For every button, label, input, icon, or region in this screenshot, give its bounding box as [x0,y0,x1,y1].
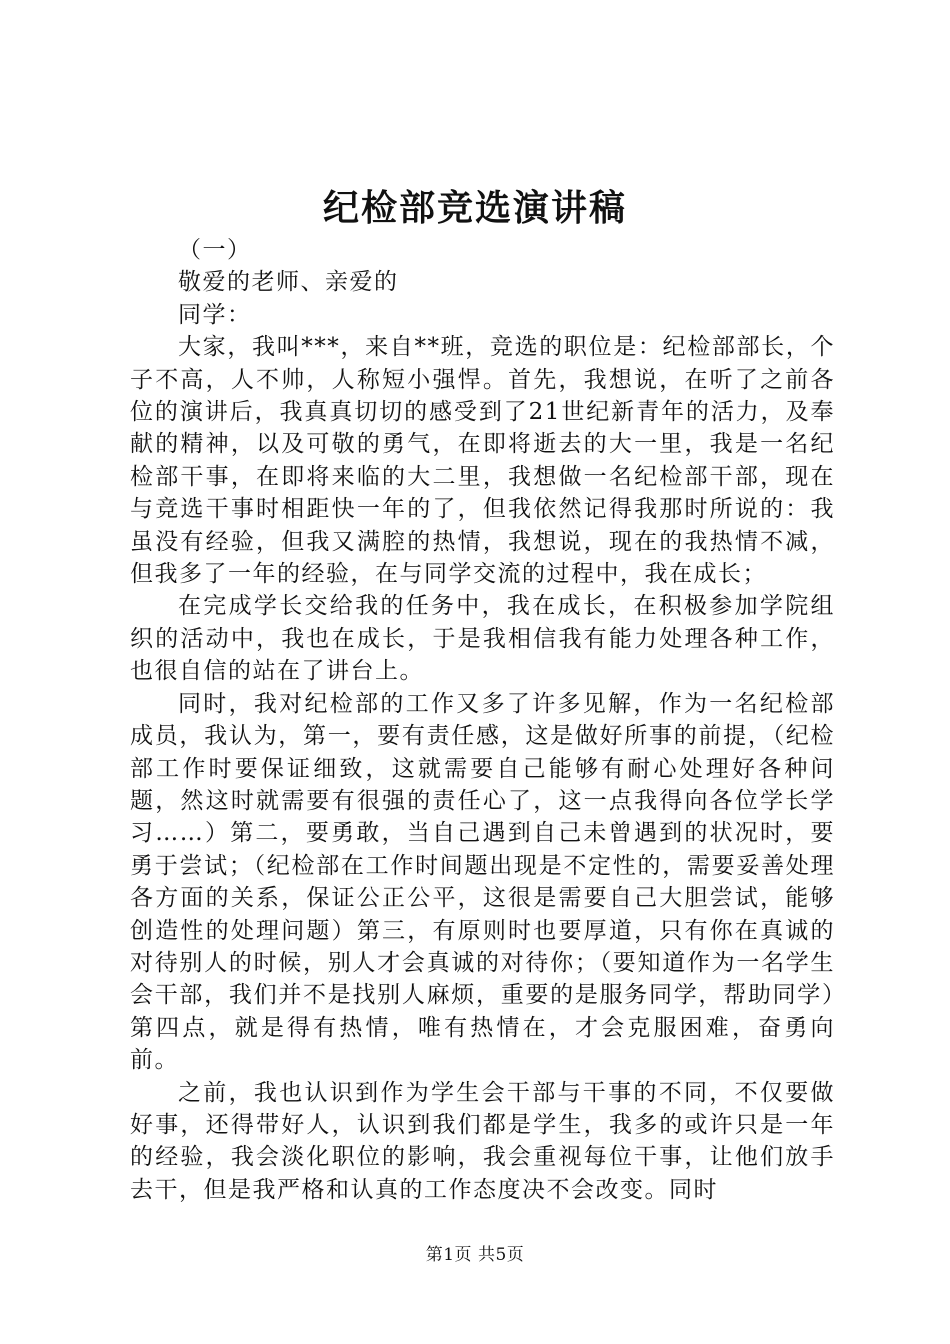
salutation-line: 敬爱的老师、亲爱的 [178,269,399,296]
section-number: （一） [178,237,252,263]
salutation-line: 同学： [178,301,252,328]
page-footer: 第1页 共5页 [425,1245,525,1265]
body-paragraph: 同时，我对纪检部的工作又多了许多见解，作为一名纪检部成员，我认为，第一，要有责任感，这是做好所事的前提，（纪检部工作时要保证细致，这就需要自己能够有耐心处理好各种问题，然这时就需要有很强的责任心了，这一点我得向各位学长学习……）第二，要勇敢，当自己遇到自己未曾遇到的状况时，要勇于尝试；（纪检部在工作时间题出现是不定性的，需要妥善处理各方面的关系，保证公正公平，这很是需要自己大胆尝试，能够创造性的处理问题）第三，有原则时也要厚道，只有你在真诚的对待别人的时候，别人才会真诚的对待你；（要知道作为一名学生会干部，我们并不是找别人麻烦，重要的是服务同学，帮助同学）第四点，就是得有热情，唯有热情在，才会克服困难，奋勇向前。 [130,690,835,1074]
document-body [130,234,835,1206]
body-paragraph: 在完成学长交给我的任务中，我在成长，在积极参加学院组织的活动中，我也在成长，于是我相信我有能力处理各种工作，也很自信的站在了讲台上。 [130,593,835,685]
body-paragraph: 大家，我叫***，来自**班，竞选的职位是：纪检部部长，个子不高，人不帅，人称短小强悍。首先，我想说，在听了之前各位的演讲后，我真真切切的感受到了21世纪新青年的活力，及奉献的精神，以及可敬的勇气，在即将逝去的大一里，我是一名纪检部干事，在即将来临的大二里，我想做一名纪检部干部，现在与竞选干事时相距快一年的了，但我依然记得我那时所说的：我虽没有经验，但我又满腔的热情，我想说，现在的我热情不减，但我多了一年的经验，在与同学交流的过程中，我在成长； [130,334,835,588]
document-title: 纪检部竞选演讲稿 [322,187,627,229]
body-paragraph: 之前，我也认识到作为学生会干部与干事的不同，不仅要做好事，还得带好人，认识到我们都是学生，我多的或许只是一年的经验，我会淡化职位的影响，我会重视每位干事，让他们放手去干，但是我严格和认真的工作态度决不会改变。同时 [130,1079,835,1203]
